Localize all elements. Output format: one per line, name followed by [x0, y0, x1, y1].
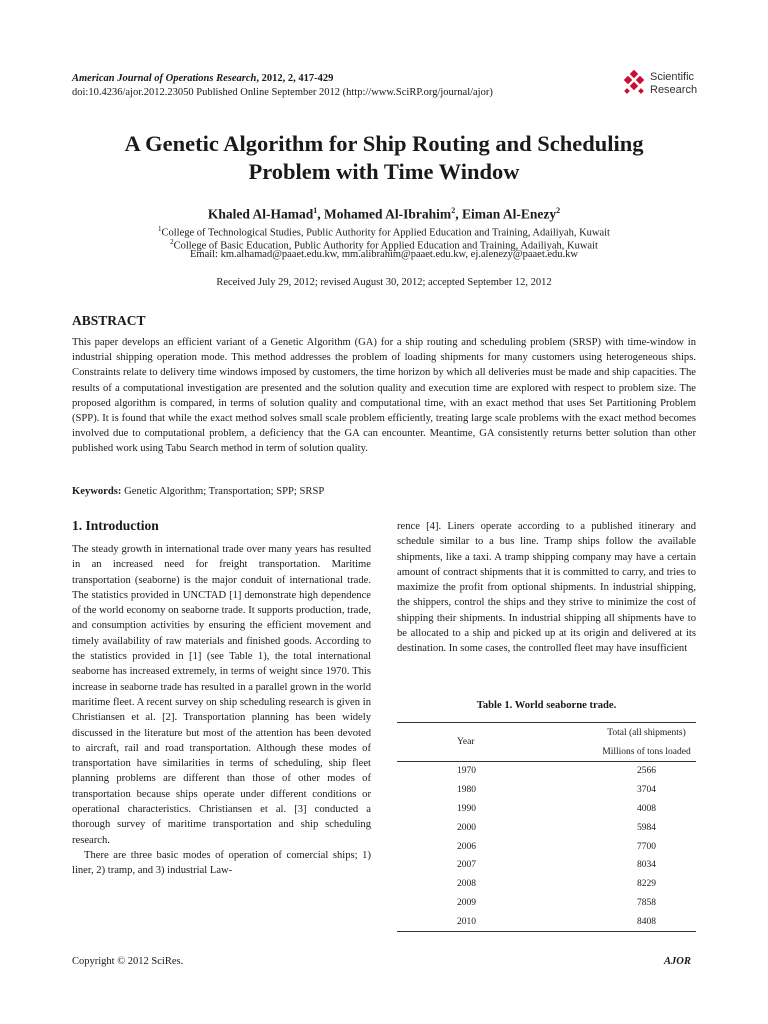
- table-cell-year: 2009: [457, 897, 476, 908]
- abstract-heading: ABSTRACT: [72, 313, 146, 328]
- table-cell-year: 2000: [457, 822, 476, 833]
- table-body: [397, 762, 696, 932]
- table-row: [397, 894, 696, 913]
- table-cell-year: 2008: [457, 879, 476, 890]
- intro-paragraph-1: The steady growth in international trade over many years has resulted in an increased need for freight transportation. Maritime transportation (seaborne) is the major conduit of international trade. The statistics provided in UNCTAD [1] demonstrate high dependence of the world economy on seaborne trade. It supports production, trade, and consumption activities by ensuring the efficient movement and timely availability of raw materials and finished goods. According to the statistics provided in [1] (see Table 1), the total international seaborne has increased extremely, in terms of weight since 1970. This increase in seaborne trade has resulted in a parallel grown in the world maritime fleet. A recent survey on ship scheduling research is given in Christiansen et al. [2]. Transportation planning has been widely discussed in the literature but most of the attention has been devoted to aircraft, rail and road transportation. Although these modes of transportation have similarities in terms of scheduling, ship fleet planning problems are different than those of other modes of transportation because ships operate under different conditions or operational characteristics. Christiansen et al. [3] conducted a thorough survey of maritime transportation and ship scheduling research.: [72, 544, 371, 846]
- table-row: [397, 818, 696, 837]
- author-1-sup: 1: [313, 206, 318, 215]
- table-cell-value: 7858: [637, 897, 656, 908]
- table-row: [397, 800, 696, 819]
- footer-copyright: Copyright © 2012 SciRes.: [72, 956, 184, 967]
- section-heading-introduction: 1. Introduction: [72, 518, 159, 533]
- scientific-research-logo-icon: [622, 70, 652, 98]
- seaborne-trade-table: [397, 722, 696, 932]
- table-cell-value: 4008: [637, 803, 656, 814]
- title-line-2: Problem with Time Window: [248, 159, 520, 184]
- left-column: [72, 542, 371, 879]
- received-dates: Received July 29, 2012; revised August 30, 2012; accepted September 12, 2012: [216, 277, 552, 288]
- affiliation-1-sup: 1: [158, 225, 162, 233]
- affiliation-2-text: College of Basic Education, Public Authority for Applied Education and Training, Adailiyah, Kuwait: [173, 240, 598, 252]
- table-header-total: Total (all shipments): [597, 723, 696, 743]
- footer-journal-abbr: AJOR: [664, 956, 691, 967]
- journal-header: [72, 72, 493, 100]
- keywords: [72, 486, 324, 497]
- table-row: [397, 837, 696, 856]
- table-cell-value: 8229: [637, 879, 656, 890]
- table-row: [397, 875, 696, 894]
- table-cell-year: 1990: [457, 803, 476, 814]
- author-2: Mohamed Al-Ibrahim: [324, 206, 452, 222]
- table-cell-year: 2007: [457, 860, 476, 871]
- paper-title: [60, 130, 708, 186]
- doi-line: doi:10.4236/ajor.2012.23050 Published Online September 2012 (http://www.SciRP.org/journal/ajor): [72, 87, 493, 98]
- table-cell-year: 1980: [457, 785, 476, 796]
- table-cell-value: 8408: [597, 912, 696, 931]
- journal-info: , 2012, 2, 417-429: [256, 73, 334, 84]
- table-row: [397, 762, 696, 781]
- right-column-text: rence [4]. Liners operate according to a published itinerary and schedule similar to a bus line. Tramp ships follow the available shipments, like a taxi. A tramp shipping company may have a certain amount of contract shipments that it is committed to carry, and tries to maximize the profit from optional shipments. In industrial shipping, the shippers, control the ships and they strive to minimize the cost of shipping their shipments. In industrial shipping all shipments have to be allocated to a ship and picked up at its origin and delivered at its destination. In some cases, the controlled fleet may have insufficient: [397, 521, 696, 655]
- affiliation-2-sup: 2: [170, 238, 174, 246]
- email-line: Email: km.alhamad@paaet.edu.kw, mm.alibrahim@paaet.edu.kw, ej.alenezy@paaet.edu.kw: [189, 249, 578, 260]
- table-caption: Table 1. World seaborne trade.: [476, 700, 617, 711]
- table-row: [397, 856, 696, 875]
- logo-line-1: Scientific: [650, 71, 695, 83]
- affiliation-1-text: College of Technological Studies, Public Authority for Applied Education and Training, Adailiyah, Kuwait: [161, 227, 610, 239]
- logo-line-2: Research: [650, 84, 698, 96]
- keywords-text: Genetic Algorithm; Transportation; SPP; SRSP: [121, 486, 325, 497]
- table-cell-value: 8034: [637, 860, 656, 871]
- author-3: Eiman Al-Enezy: [461, 206, 557, 222]
- title-line-1: A Genetic Algorithm for Ship Routing and Scheduling: [124, 131, 644, 156]
- table-cell-value: 5984: [637, 822, 656, 833]
- table-row: [397, 781, 696, 800]
- journal-name: American Journal of Operations Research: [72, 73, 257, 84]
- table-row: [397, 912, 696, 931]
- table-cell-year: 2006: [457, 841, 476, 852]
- table-cell-year: 2010: [397, 912, 597, 931]
- abstract-text: This paper develops an efficient variant of a Genetic Algorithm (GA) for a ship routing and scheduling problem (SRSP) with time-window in industrial shipping operation mode. This method addresses the problem of loading shipments for many customers using heterogeneous ships. Constraints relate to delivery time windows imposed by customers, the time horizon by which all deliveries must be made and ship capacities. The results of a computational investigation are presented and the solution quality and execution time are explored with respect to problem size. The proposed algorithm is compared, in terms of solution quality and computational time, with an exact method that uses Set Partitioning Problem (SPP). It is found that while the exact method solves small scale problem efficiently, treating large scale problems with the exact method becomes involved due to computational problem, a deficiency that the GA can encounter. Meantime, GA consistently returns better solution than other published work using Tabu Search method in term of solution quality.: [72, 337, 696, 455]
- author-2-sup: 2: [451, 206, 456, 215]
- keywords-label: Keywords:: [72, 486, 122, 497]
- table-cell-value: 2566: [597, 762, 696, 781]
- table-cell-value: 3704: [637, 785, 656, 796]
- author-3-sup: 2: [556, 206, 561, 215]
- intro-paragraph-2: There are three basic modes of operation of comercial ships; 1) liner, 2) tramp, and 3) industrial Law-: [72, 849, 371, 877]
- table-header-year: Year: [397, 723, 597, 762]
- author-list: Khaled Al-Hamad$^1$, Mohamed Al-Ibrahim$^2$, Eiman Al-Enezy$^2$: [207, 206, 561, 222]
- table-cell-value: 7700: [637, 841, 656, 852]
- table-cell-year: 1970: [397, 762, 597, 781]
- author-1: Khaled Al-Hamad: [207, 206, 314, 222]
- table-header-units: Millions of tons loaded: [602, 746, 691, 757]
- logo-text: [650, 71, 697, 97]
